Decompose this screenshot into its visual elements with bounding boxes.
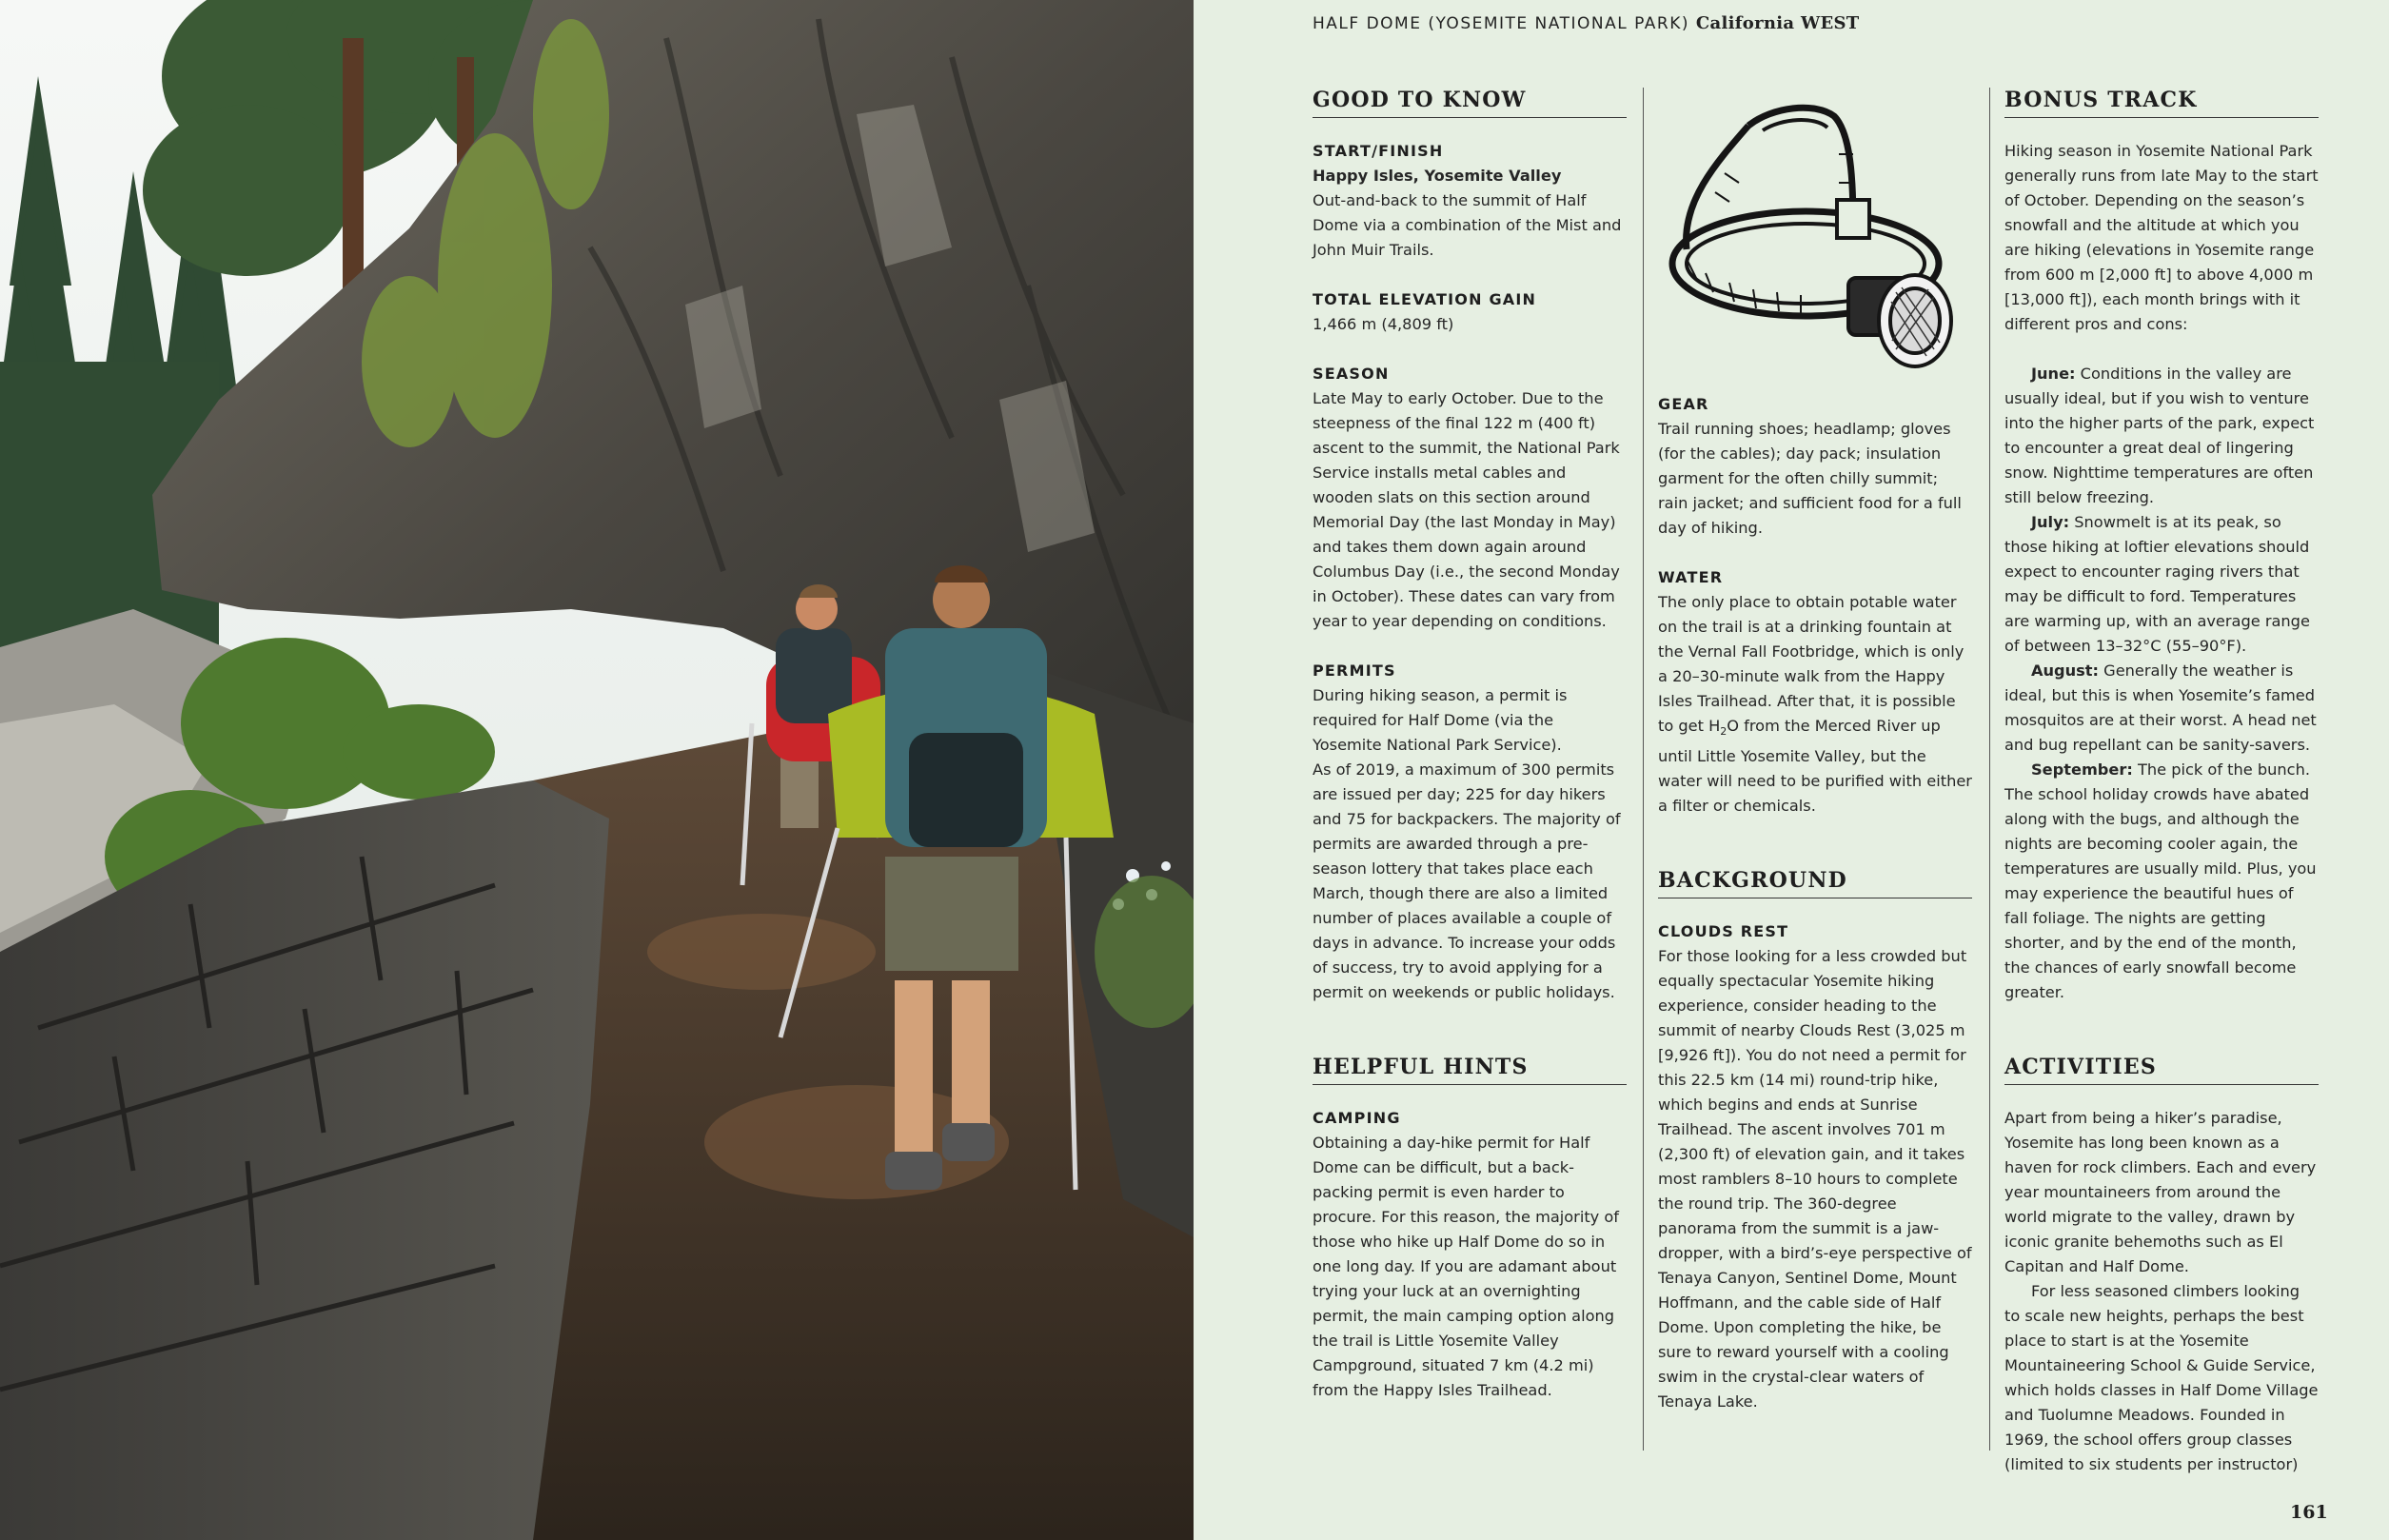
clouds-rest-text: For those looking for a less crowded but equally spectacular Yosemite hiking experience, consider heading to the summit of nearby Clouds Rest (3,025 m [9,926 ft]). You do not need a permit for this 22.5 km (14 mi) round-trip hike, which begins and ends at Sunrise Trailhead. The ascent involves 701 m (2,300 ft) of elevation gain, and it takes most ramblers 8–10 hours to complete the round trip. The 360-degree panorama from the summit is a jaw-dropper, with a bird’s-eye perspective of Tenaya Canyon, Sentinel Dome, Mount Hoffmann, and the cable side of Half Dome. Upon completing the hike, be sure to reward yourself with a cooling swim in the crystal-clear waters of Tenaya Lake. — [1658, 947, 1972, 1412]
activities-text-1: Apart from being a hiker’s paradise, Yosemite has long been known as a haven for rock climbers. Each and every year mountaineers from around the world migrate to the valley, drawn by iconic granite behemoths such as El Capitan and Half Dome. — [2004, 1109, 2317, 1275]
running-head-place: HALF DOME (YOSEMITE NATIONAL PARK) — [1313, 14, 1689, 33]
activities-text-2: For less seasoned climbers looking to scale new heights, perhaps the best place to start is at the Yosemite Mountaineering School & Guide Service, which holds classes in Half Dome Village and Tuolumne Meadows. Founded in 1969, the school offers group classes (limited to six students per instructor) — [2004, 1282, 2319, 1473]
bonus-track-heading: BONUS TRACK — [2004, 88, 2319, 118]
activities-heading: ACTIVITIES — [2004, 1055, 2319, 1085]
camping-label: CAMPING — [1313, 1109, 1401, 1127]
running-head — [1313, 13, 1859, 33]
july-paragraph — [2004, 510, 2319, 659]
season-text: Late May to early October. Due to the steepness of the final 122 m (400 ft) ascent to the summit, the National Park Service installs metal cables and wooden slats on this section around Memorial Day (the last Monday in May) and takes them down again around Columbus Day (i.e., the second Monday in October). These dates can vary from year to year depending on conditions. — [1313, 389, 1620, 630]
permits-text-2: As of 2019, a maximum of 300 permits are issued per day; 225 for day hikers and 75 for backpackers. The majority of permits are awarded through a pre-season lottery that takes place each March, though there are also a limited number of places available a couple of days in advance. To increase your odds of success, try to avoid applying for a permit on weekends or public holidays. — [1313, 760, 1621, 1001]
headlamp-illustration — [1658, 88, 1972, 392]
august-paragraph — [2004, 659, 2319, 758]
running-head-region: California WEST — [1695, 13, 1860, 33]
water-text — [1658, 590, 1972, 819]
column-divider-2 — [1989, 88, 1990, 1451]
camping-text: Obtaining a day-hike permit for Half Dome can be difficult, but a back-packing permit is even harder to procure. For this reason, the majority of those who hike up Half Dome do so in one long day. If you are adamant about trying your luck at an overnighting permit, the main camping option along the trail is Little Yosemite Valley Campground, situated 7 km (4.2 mi) from the Happy Isles Trailhead. — [1313, 1134, 1620, 1399]
september-label: September: — [2031, 760, 2133, 779]
september-paragraph — [2004, 758, 2319, 1005]
august-label: August: — [2031, 661, 2100, 680]
june-text: Conditions in the valley are usually ideal, but if you wish to venture into the higher parts of the park, expect to encounter a great deal of lingering snow. Nighttime temperatures are often still below freezing. — [2004, 365, 2315, 506]
column-three — [2004, 88, 2319, 1477]
gear-label: GEAR — [1658, 395, 1709, 413]
background-heading: BACKGROUND — [1658, 868, 1972, 898]
july-text: Snowmelt is at its peak, so those hiking at loftier elevations should expect to encounter raging rivers that may be difficult to ford. Temperatures are warming up, with an average range of between 13–32°C (55–90°F). — [2004, 513, 2310, 655]
good-to-know-heading: GOOD TO KNOW — [1313, 88, 1627, 118]
column-one — [1313, 88, 1627, 1403]
water-subscript: 2 — [1720, 725, 1728, 739]
season-label: SEASON — [1313, 365, 1390, 383]
gear-text: Trail running shoes; headlamp; gloves (for the cables); day pack; insulation garment for the often chilly summit; rain jacket; and sufficient food for a full day of hiking. — [1658, 420, 1962, 537]
august-text: Generally the weather is ideal, but this is when Yosemite’s famed mosquitos are at their worst. A head net and bug repellant can be sanity-savers. — [2004, 661, 2317, 754]
permits-text-1: During hiking season, a permit is required for Half Dome (via the Yosemite National Park Service). — [1313, 686, 1568, 754]
hikers-photo — [0, 0, 1194, 1540]
water-text-a: The only place to obtain potable water on the trail is at a drinking fountain at the Vernal Fall Footbridge, which is only a 20–30-minute walk from the Happy Isles Trailhead. After that, it is possible to get H — [1658, 593, 1965, 735]
helpful-hints-heading: HELPFUL HINTS — [1313, 1055, 1627, 1085]
clouds-rest-label: CLOUDS REST — [1658, 922, 1789, 941]
water-label: WATER — [1658, 568, 1724, 586]
column-divider-1 — [1643, 88, 1644, 1451]
start-finish-label: START/FINISH — [1313, 142, 1444, 160]
permits-label: PERMITS — [1313, 661, 1396, 680]
bonus-intro: Hiking season in Yosemite National Park generally runs from late May to the start of October. Depending on the season’s snowfall and the altitude at which you are hiking (elevations in Yosemite range from 600 m [2,000 ft] to above 4,000 m [13,000 ft]), each month brings with it different pros and cons: — [2004, 142, 2319, 333]
page-number: 161 — [2290, 1502, 2328, 1523]
june-label: June: — [2031, 365, 2076, 383]
elevation-value: 1,466 m (4,809 ft) — [1313, 315, 1454, 333]
july-label: July: — [2031, 513, 2070, 531]
june-paragraph — [2004, 362, 2319, 510]
start-finish-text: Out-and-back to the summit of Half Dome via a combination of the Mist and John Muir Trails. — [1313, 191, 1622, 259]
start-finish-location: Happy Isles, Yosemite Valley — [1313, 167, 1562, 185]
september-text: The pick of the bunch. The school holiday crowds have abated along with the bugs, and although the nights are becoming cooler again, the temperatures are usually mild. Plus, you may experience the beautiful hues of fall foliage. The nights are getting shorter, and by the end of the month, the chances of early snowfall become greater. — [2004, 760, 2317, 1001]
elevation-label: TOTAL ELEVATION GAIN — [1313, 290, 1537, 308]
column-two — [1658, 88, 1972, 1414]
water-text-b: O from the Merced River up until Little Yosemite Valley, but the water will need to be purified with either a filter or chemicals. — [1658, 717, 1972, 816]
